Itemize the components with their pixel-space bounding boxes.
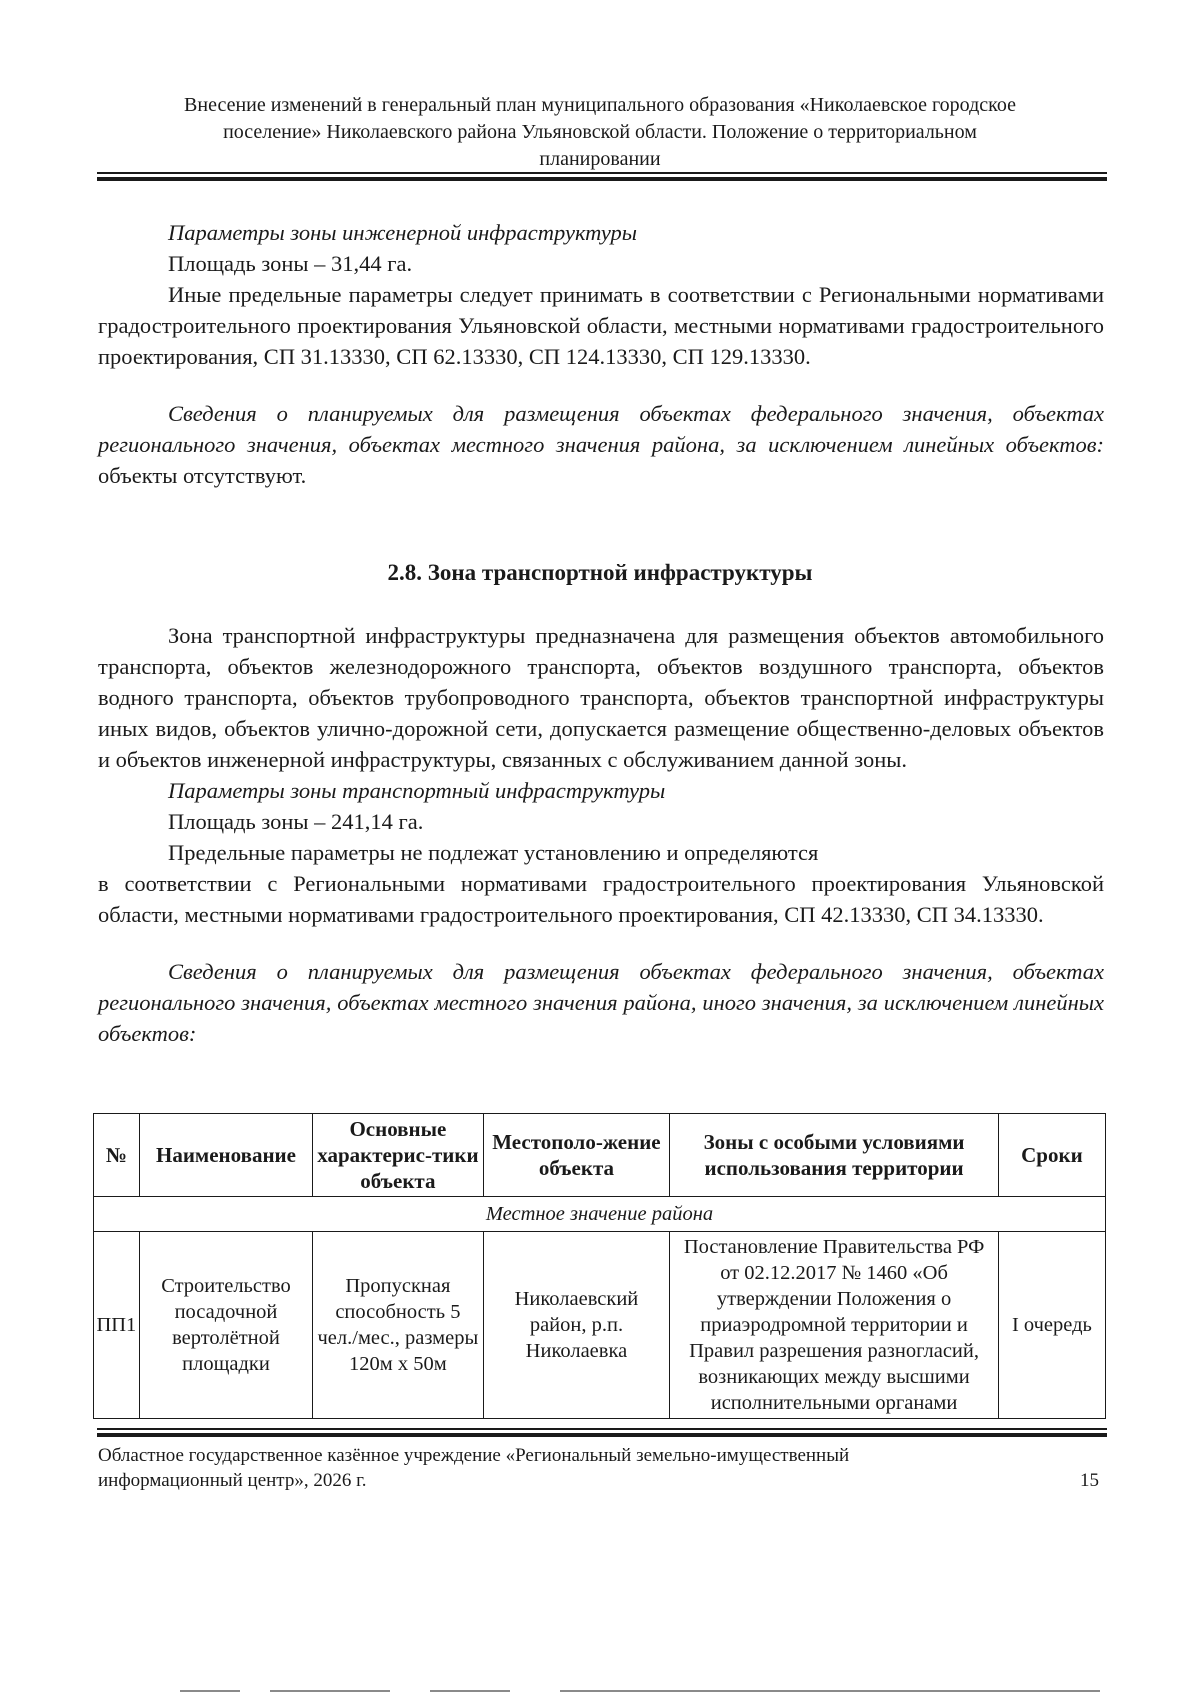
- column-header-zones: Зоны с особыми условиями использования территории: [670, 1114, 999, 1197]
- footer-rule-thin: [97, 1428, 1107, 1430]
- transport-objects-label: Сведения о планируемых для размещения объектах федерального значения, объектах регионального значения, объектах местного значения района, иного значения, за исключением линейных объектов:: [98, 959, 1104, 1046]
- scan-artifact: [430, 1690, 510, 1692]
- footer-line-2: информационный центр», 2026 г.: [98, 1470, 367, 1491]
- document-footer: [98, 1443, 1108, 1493]
- page-number: 15: [1080, 1470, 1099, 1491]
- header-line-2: поселение» Николаевского района Ульяновской области. Положение о территориальном: [223, 121, 977, 143]
- table-group-row: [94, 1197, 1106, 1232]
- group-label: Местное значение района: [94, 1197, 1106, 1232]
- scan-artifact: [270, 1690, 390, 1692]
- engineering-objects-label: Сведения о планируемых для размещения объектах федерального значения, объектах регионального значения, объектах местного значения района, за исключением линейных объектов:: [98, 401, 1104, 457]
- engineering-objects-paragraph: [98, 398, 1104, 491]
- table-row: [94, 1232, 1106, 1419]
- engineering-params-heading: Параметры зоны инженерной инфраструктуры: [168, 220, 638, 245]
- header-line-3: планировании: [539, 148, 661, 170]
- engineering-area: Площадь зоны – 31,44 га.: [168, 251, 413, 276]
- column-header-name: Наименование: [139, 1114, 312, 1197]
- transport-description: Зона транспортной инфраструктуры предназначена для размещения объектов автомобильного транспорта, объектов железнодорожного транспорта, объектов воздушного транспорта, объектов водного транспорта, объектов трубопроводного транспорта, объектов транспортной инфраструктуры иных видов, объектов улично-дорожной сети, допускается размещение общественно-деловых объектов и объектов инженерной инфраструктуры, связанных с обслуживанием данной зоны.: [98, 623, 1104, 772]
- engineering-zone-block: [98, 217, 1104, 491]
- cell-characteristics: Пропускная способность 5 чел./мес., размеры 120м х 50м: [313, 1232, 483, 1419]
- column-header-characteristics: Основные характерис-тики объекта: [313, 1114, 483, 1197]
- document-header: [100, 92, 1100, 173]
- scan-artifact: [560, 1690, 1100, 1692]
- header-rule-thin: [97, 172, 1107, 174]
- column-header-location: Местополо-жение объекта: [483, 1114, 670, 1197]
- transport-zone-block: [98, 620, 1104, 1049]
- cell-term: I очередь: [998, 1232, 1105, 1419]
- column-header-number: №: [94, 1114, 140, 1197]
- cell-zones: Постановление Правительства РФ от 02.12.2017 № 1460 «Об утверждении Положения о приаэродромной территории и Правил разрешения разногласий, возникающих между высшими исполнительными органами: [670, 1232, 999, 1419]
- transport-area: Площадь зоны – 241,14 га.: [168, 809, 424, 834]
- planned-objects-table: [93, 1113, 1106, 1419]
- cell-location: Николаевский район, р.п. Николаевка: [483, 1232, 670, 1419]
- transport-limits-line-1: Предельные параметры не подлежат установлению и определяются: [168, 840, 819, 865]
- header-rule-thick: [97, 177, 1107, 181]
- transport-limits-rest: в соответствии с Региональными нормативами градостроительного проектирования Ульяновской области, местными нормативами градостроительного проектирования, СП 42.13330, СП 34.13330.: [98, 871, 1104, 927]
- cell-number: ПП1: [94, 1232, 140, 1419]
- section-title: 2.8. Зона транспортной инфраструктуры: [387, 560, 813, 585]
- cell-name: Строительство посадочной вертолётной площадки: [139, 1232, 312, 1419]
- header-line-1: Внесение изменений в генеральный план муниципального образования «Николаевское городское: [184, 94, 1016, 116]
- transport-params-heading: Параметры зоны транспортный инфраструктуры: [168, 778, 666, 803]
- engineering-objects-value: объекты отсутствуют.: [98, 463, 307, 488]
- scan-artifact: [180, 1690, 240, 1692]
- footer-rule-thick: [97, 1433, 1107, 1437]
- engineering-limits: Иные предельные параметры следует принимать в соответствии с Региональными нормативами градостроительного проектирования Ульяновской области, местными нормативами градостроительного проектирования, СП 31.13330, СП 62.13330, СП 124.13330, СП 129.13330.: [98, 282, 1104, 369]
- footer-line-1: Областное государственное казённое учреждение «Региональный земельно-имущественный: [98, 1445, 850, 1466]
- table-header-row: [94, 1114, 1106, 1197]
- column-header-term: Сроки: [998, 1114, 1105, 1197]
